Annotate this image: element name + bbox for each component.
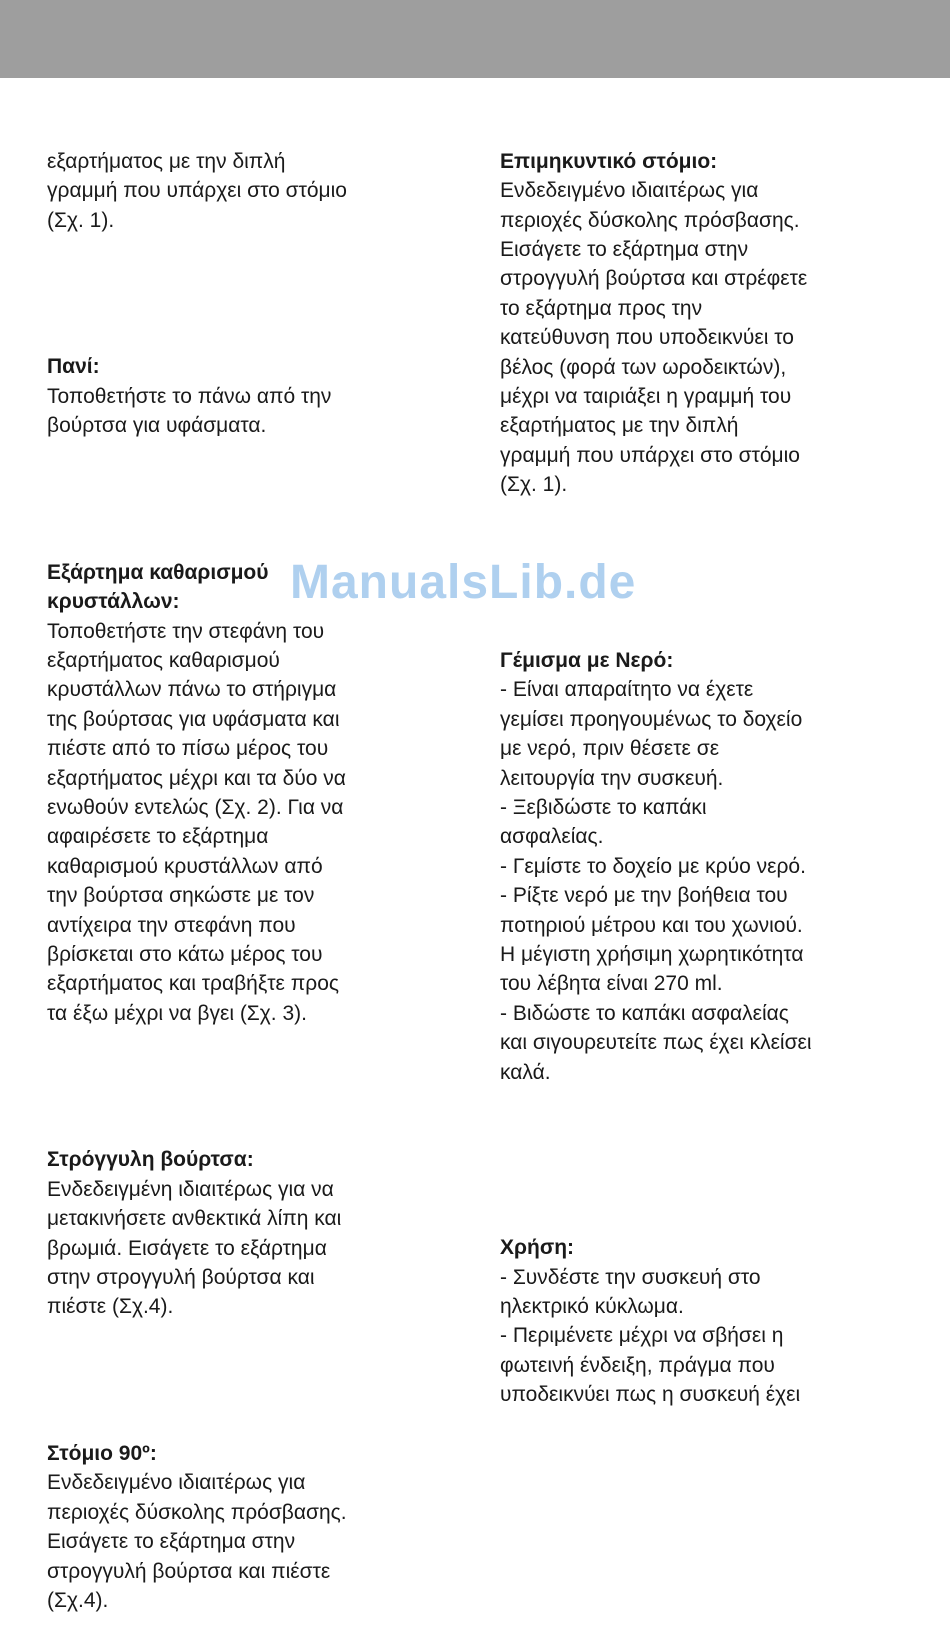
section-body: Τοποθετήστε το πάνω από την βούρτσα για υφάσματα. (47, 384, 332, 438)
section-round-brush (47, 1116, 457, 1322)
section-body: Τοποθετήστε την στεφάνη του εξαρτήματος καθαρισμού κρυστάλλων πάνω το στήριγμα της βούρτσας για υφάσματα και πιέστε από το πίσω μέρος του εξαρτήματος μέχρι και τα δύο να ενωθούν εντελώς (Σχ. 2). Για να αφαιρέσετε το εξάρτημα καθαρισμού κρυστάλλων από την βούρτσα σηκώστε με τον αντίχειρα την στεφάνη που βρίσκεται στο κάτω μέρος του εξαρτήματος και τραβήξτε προς τα έξω μέχρι να βγει (Σχ. 3). (47, 619, 346, 1025)
watermark: ManualsLib.de (290, 556, 637, 609)
section-nozzle-90 (47, 1410, 457, 1616)
section-heading: Γέμισμα με Νερό: (500, 648, 674, 672)
section-body: - Συνδέστε την συσκευή στο ηλεκτρικό κύκλωμα. - Περιμένετε μέχρι να σβήσει η φωτεινή ένδειξη, πράγμα που υποδεικνύει πως η συσκευή έχει (500, 1265, 801, 1407)
header-band (0, 0, 950, 78)
section-heading: Στρόγγυλη βούρτσα: (47, 1148, 254, 1172)
section-water-filling (500, 617, 920, 1088)
section-heading: Επιμηκυντικό στόμιο: (500, 149, 718, 173)
section-heading: Χρήση: (500, 1236, 575, 1260)
section-body: Ενδεδειγμένο ιδιαιτέρως για περιοχές δύσκολης πρόσβασης. Εισάγετε το εξάρτημα στην στρογγυλή βούρτσα και στρέφετε το εξάρτημα προς την κατεύθυνση που υποδεικνύει το βέλος (φορά των ωροδεικτών), μέχρι να ταιριάξει η γραμμή του εξαρτήματος με την διπλή γραμμή που υπάρχει στο στόμιο (Σχ. 1). (500, 179, 808, 497)
section-heading: Εξάρτημα καθαρισμού κρυστάλλων: (47, 560, 269, 614)
section-usage (500, 1204, 920, 1410)
section-cloth (47, 323, 457, 441)
section-body: Ενδεδειγμένη ιδιαιτέρως για να μετακινήσετε ανθεκτικά λίπη και βρωμιά. Εισάγετε το εξάρτημα στην στρογγυλή βούρτσα και πιέστε (Σχ.4). (47, 1177, 342, 1319)
section-glass-cleaner (47, 528, 457, 1028)
left-column (47, 88, 457, 1645)
continued-body: εξαρτήματος με την διπλή γραμμή που υπάρχει στο στόμιο (Σχ. 1). (47, 149, 347, 232)
section-body: - Είναι απαραίτητο να έχετε γεμίσει προηγουμένως το δοχείο με νερό, πριν θέσετε σε λειτουργία την συσκευή. - Ξεβιδώστε το καπάκι ασφαλείας. - Γεμίστε το δοχείο με κρύο νερό. - Ρίξτε νερό με την βοήθεια του ποτηριού μέτρου και του χωνιού. Η μέγιστη χρήσιμη χωρητικότητα του λέβητα είναι 270 ml. - Βιδώστε το καπάκι ασφαλείας και σιγουρευτείτε πως έχει κλείσει καλά. (500, 678, 812, 1084)
section-heading: Πανί: (47, 355, 100, 379)
continued-paragraph (47, 117, 457, 235)
section-heading: Στόμιο 90º: (47, 1442, 157, 1466)
section-body: Ενδεδειγμένο ιδιαιτέρως για περιοχές δύσκολης πρόσβασης. Εισάγετε το εξάρτημα στην στρογγυλή βούρτσα και πιέστε (Σχ.4). (47, 1471, 347, 1613)
section-extension-nozzle (500, 117, 920, 499)
right-column (500, 88, 920, 1439)
